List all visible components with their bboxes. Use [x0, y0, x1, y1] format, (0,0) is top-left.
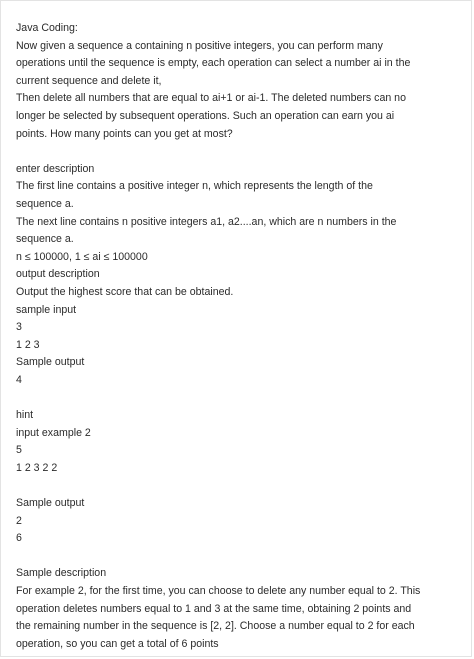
input-description-line: sequence a. [16, 197, 74, 210]
output-description-line: Output the highest score that can be obtained. [16, 285, 234, 298]
problem-statement-line: Now given a sequence a containing n positive integers, you can perform many [16, 39, 383, 52]
problem-statement-line: Then delete all numbers that are equal to ai+1 or ai-1. The deleted numbers can no [16, 92, 406, 105]
section-heading-sample-output-2: Sample output [16, 497, 85, 510]
problem-statement-line: points. How many points can you get at most? [16, 127, 233, 140]
blank-line [16, 477, 468, 495]
sample-output-line: 4 [16, 373, 22, 386]
problem-statement-line: current sequence and delete it, [16, 74, 162, 87]
constraints-line: n ≤ 100000, 1 ≤ ai ≤ 100000 [16, 250, 148, 263]
doc-title: Java Coding: [16, 22, 78, 34]
section-heading-output: output description [16, 268, 100, 281]
section-heading-input: enter description [16, 162, 95, 175]
sample-output-line: 2 [16, 514, 22, 527]
blank-line [16, 389, 468, 407]
input-description-line: The first line contains a positive integer n, which represents the length of the [16, 180, 373, 193]
section-heading-sample-input: sample input [16, 303, 77, 316]
hint-line: 1 2 3 2 2 [16, 461, 58, 474]
problem-text [16, 20, 468, 653]
sample-output-line: 6 [16, 532, 22, 545]
sample-description-line: For example 2, for the first time, you can choose to delete any number equal to 2. This [16, 585, 421, 597]
section-heading-hint: hint [16, 409, 34, 422]
sample-input-line: 1 2 3 [16, 338, 40, 351]
sample-input-line: 3 [16, 321, 22, 334]
blank-line [16, 548, 468, 566]
sample-description-line: operation deletes numbers equal to 1 and 3 at the same time, obtaining 2 points and [16, 602, 412, 615]
hint-line: 5 [16, 444, 22, 457]
section-heading-sample-output: Sample output [16, 356, 85, 369]
sample-description-line: the remaining number in the sequence is [2, 2]. Choose a number equal to 2 for each [16, 620, 415, 633]
problem-statement-line: longer be selected by subsequent operations. Such an operation can earn you ai [16, 109, 395, 122]
input-description-line: sequence a. [16, 233, 74, 246]
sample-description-line: operation, so you can get a total of 6 points [16, 637, 219, 650]
blank-line [16, 143, 468, 161]
input-description-line: The next line contains n positive integers a1, a2....an, which are n numbers in the [16, 215, 397, 228]
section-heading-sample-description: Sample description [16, 567, 107, 580]
hint-line: input example 2 [16, 426, 91, 439]
problem-statement-line: operations until the sequence is empty, each operation can select a number ai in the [16, 57, 411, 70]
